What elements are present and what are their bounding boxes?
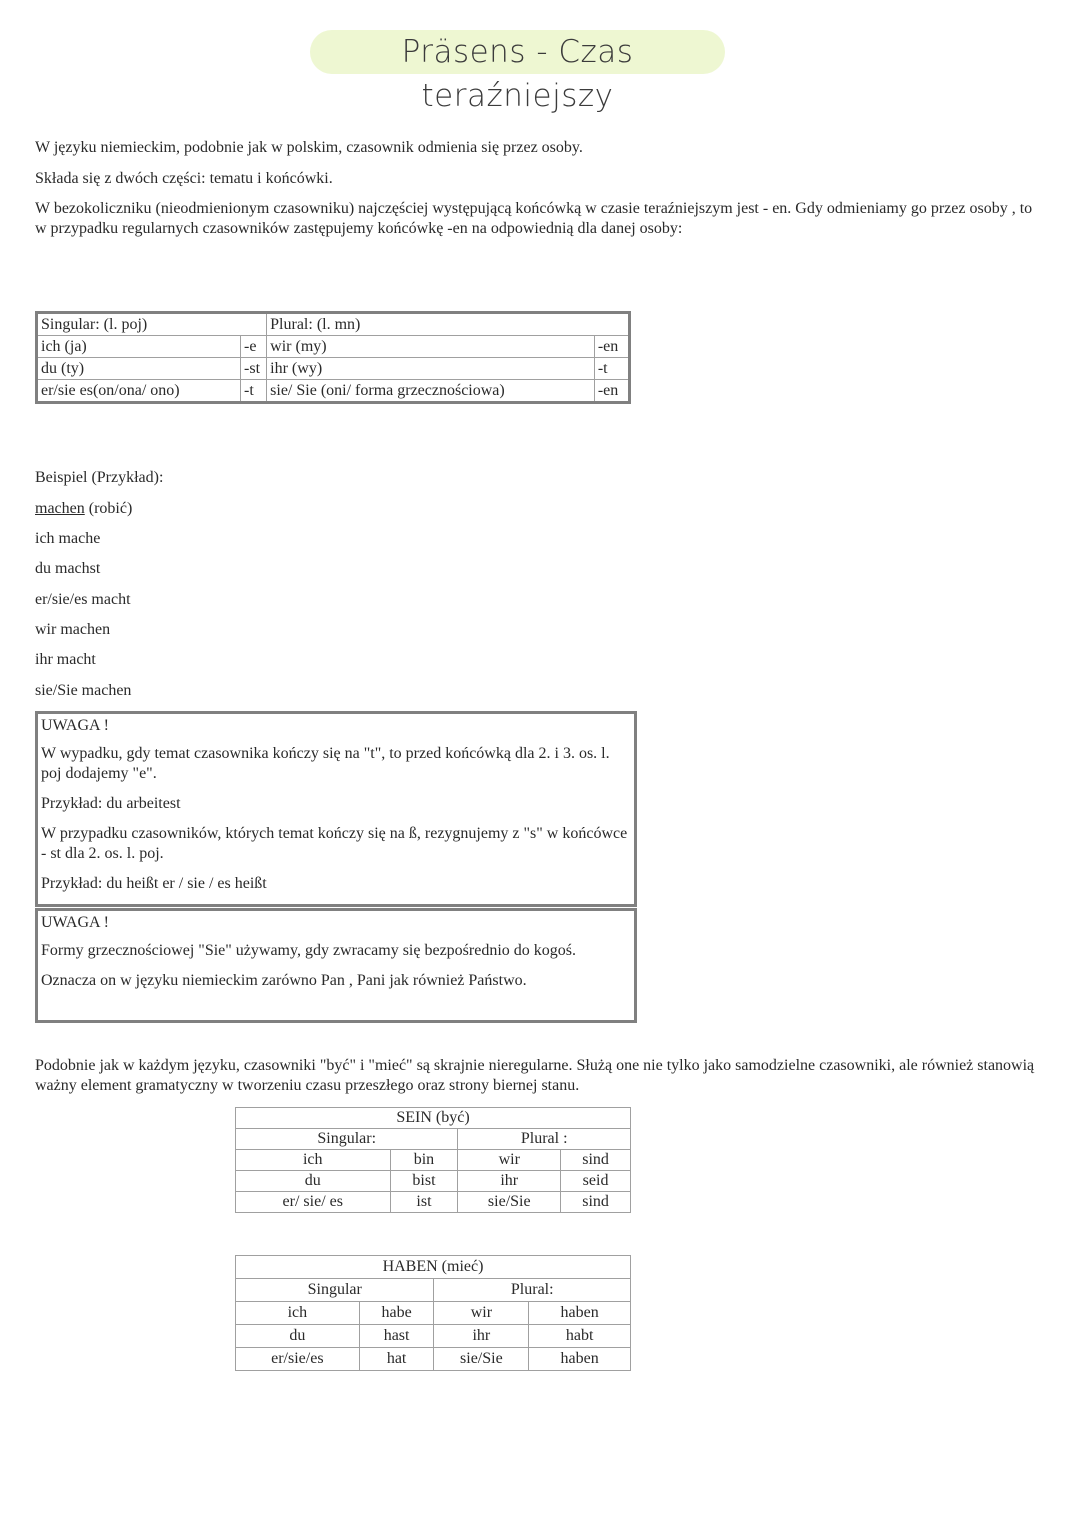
plural-person: ihr (wy) (267, 358, 595, 380)
form-cell: sind (561, 1150, 631, 1171)
sein-title: SEIN (być) (236, 1108, 631, 1129)
table-row (236, 1302, 631, 1325)
pronoun-cell: er/ sie/ es (236, 1192, 391, 1213)
plural-ending: -t (594, 358, 629, 380)
example-form: er/sie/es macht (35, 591, 131, 608)
closing-paragraph: Podobnie jak w każdym języku, czasowniki "być" i "mieć" są skrajnie nieregularne. Służą one nie tylko jako samodzielne czasowniki, ale również stanowią ważny element gramatyczny w tworzeniu czasu przeszłego oraz strony biernej stanu. (35, 1057, 1035, 1094)
table-row (37, 336, 630, 358)
note-heading: UWAGA ! (41, 717, 109, 734)
pronoun-cell: sie/Sie (458, 1192, 561, 1213)
sein-table (235, 1107, 631, 1213)
plural-ending: -en (594, 336, 629, 358)
example-form: wir machen (35, 621, 111, 638)
note-line: W przypadku czasowników, których temat kończy się na ß, rezygnujemy z "s" w końcówce - st dla 2. os. l. poj. (41, 825, 628, 862)
example-heading: Beispiel (Przykład): (35, 469, 164, 486)
form-cell: bin (390, 1150, 458, 1171)
note-heading: UWAGA ! (41, 914, 109, 931)
plural-person: sie/ Sie (oni/ forma grzecznościowa) (267, 380, 595, 403)
pronoun-cell: ich (236, 1150, 391, 1171)
table-row (236, 1325, 631, 1348)
endings-header-row (37, 313, 630, 336)
table-row (236, 1348, 631, 1371)
note-line: Formy grzecznościowej "Sie" używamy, gdy zwracamy się bezpośrednio do kogoś. (41, 942, 576, 959)
form-cell: ist (390, 1192, 458, 1213)
singular-ending: -e (241, 336, 267, 358)
form-cell: hast (359, 1325, 434, 1348)
plural-ending: -en (594, 380, 629, 403)
table-row (236, 1150, 631, 1171)
example-form: du machst (35, 560, 101, 577)
haben-table (235, 1255, 631, 1371)
plural-header: Plural: (l. mn) (267, 313, 630, 336)
pronoun-cell: du (236, 1171, 391, 1192)
form-cell: habe (359, 1302, 434, 1325)
note-box-2 (35, 908, 637, 1023)
sein-singular-header: Singular: (236, 1129, 458, 1150)
singular-ending: -st (241, 358, 267, 380)
endings-table (35, 311, 631, 404)
page-title: Präsens - Czas teraźniejszy (401, 34, 634, 114)
pronoun-cell: er/sie/es (236, 1348, 360, 1371)
intro-paragraph-2: Składa się z dwóch części: tematu i końcówki. (35, 170, 333, 187)
pronoun-cell: ihr (458, 1171, 561, 1192)
pronoun-cell: wir (458, 1150, 561, 1171)
example-form: ihr macht (35, 651, 96, 668)
intro-paragraph-1: W języku niemieckim, podobnie jak w polskim, czasownik odmienia się przez osoby. (35, 139, 583, 156)
singular-header: Singular: (l. poj) (37, 313, 267, 336)
note-line: W wypadku, gdy temat czasownika kończy się na "t", to przed końcówką dla 2. i 3. os. l. poj dodajemy "e". (41, 745, 610, 782)
singular-ending: -t (241, 380, 267, 403)
singular-person: du (ty) (37, 358, 241, 380)
note-line: Oznacza on w języku niemieckim zarówno Pan , Pani jak również Państwo. (41, 972, 527, 989)
example-form: sie/Sie machen (35, 682, 132, 699)
title-highlight (310, 30, 725, 114)
table-row (37, 380, 630, 403)
singular-person: ich (ja) (37, 336, 241, 358)
form-cell: bist (390, 1171, 458, 1192)
table-row (236, 1171, 631, 1192)
form-cell: sind (561, 1192, 631, 1213)
form-cell: habt (529, 1325, 631, 1348)
note-line: Przykład: du heißt er / sie / es heißt (41, 875, 267, 892)
example-verb-translation: (robić) (88, 500, 133, 517)
note-box-1 (35, 711, 637, 907)
haben-plural-header: Plural: (434, 1279, 631, 1302)
intro-paragraph-3: W bezokoliczniku (nieodmienionym czasowniku) najczęściej występującą końcówką w czasie teraźniejszym jest - en. Gdy odmieniamy go przez osoby , to w przypadku regularnych czasowników zastępujemy końcówkę -en na odpowiednią dla danej osoby: (35, 200, 1033, 237)
plural-person: wir (my) (267, 336, 595, 358)
form-cell: hat (359, 1348, 434, 1371)
form-cell: haben (529, 1348, 631, 1371)
pronoun-cell: du (236, 1325, 360, 1348)
example-form: ich mache (35, 530, 101, 547)
singular-person: er/sie es(on/ona/ ono) (37, 380, 241, 403)
example-verb: machen (35, 500, 85, 517)
form-cell: seid (561, 1171, 631, 1192)
pronoun-cell: wir (434, 1302, 529, 1325)
pronoun-cell: ich (236, 1302, 360, 1325)
example-verb-line (35, 499, 132, 519)
note-line: Przykład: du arbeitest (41, 795, 181, 812)
pronoun-cell: ihr (434, 1325, 529, 1348)
form-cell: haben (529, 1302, 631, 1325)
sein-plural-header: Plural : (458, 1129, 631, 1150)
table-row (37, 358, 630, 380)
haben-singular-header: Singular (236, 1279, 434, 1302)
pronoun-cell: sie/Sie (434, 1348, 529, 1371)
table-row (236, 1192, 631, 1213)
haben-title: HABEN (mieć) (236, 1256, 631, 1279)
